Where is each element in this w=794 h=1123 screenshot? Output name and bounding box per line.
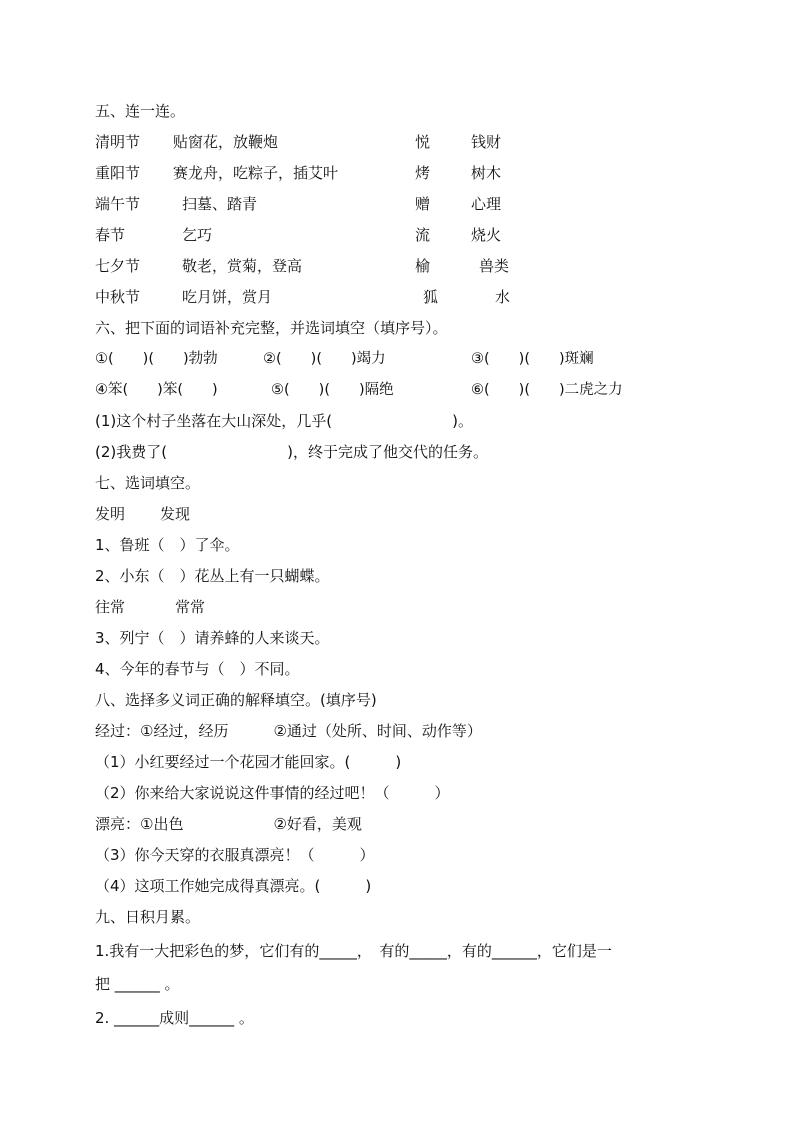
custom-label: 敬老，赏菊，登高	[182, 257, 303, 275]
custom-label: 赛龙舟，吃粽子，插艾叶	[173, 164, 339, 182]
fill-question-2: (2)我费了( )，终于完成了他交代的任务。	[95, 443, 488, 461]
word-label: 烧火	[471, 226, 502, 244]
section-5-heading: 五、连一连。	[95, 102, 186, 120]
accumulation-question-2: 2. ______成则______ 。	[95, 1009, 254, 1027]
festival-label: 春节	[95, 226, 126, 244]
meaning-question-3: （3）你今天穿的衣服真漂亮！（ ）	[95, 846, 375, 864]
festival-label: 重阳节	[95, 164, 141, 182]
idiom-item: ⑤( )( )隔绝	[271, 382, 394, 398]
accumulation-question-1-continued: 把 ______ 。	[95, 975, 180, 993]
choice-question-2: 2、小东（ ）花丛上有一只蝴蝶。	[95, 567, 330, 585]
section-6-heading: 六、把下面的词语补充完整，并选词填空（填序号）。	[95, 319, 448, 337]
word-label: 水	[495, 288, 511, 306]
word-label: 兽类	[479, 257, 510, 275]
choice-question-3: 3、列宁（ ）请养蜂的人来谈天。	[95, 629, 330, 647]
word-label: 钱财	[471, 133, 502, 151]
meaning-question-1: （1）小红要经过一个花园才能回家。( )	[95, 753, 402, 771]
custom-label: 贴窗花，放鞭炮	[173, 133, 279, 151]
word-choice: 往常	[95, 598, 126, 616]
idiom-item: ④笨( )笨( )	[95, 382, 218, 398]
idiom-item: ⑥( )( )二虎之力	[471, 382, 623, 398]
word-choice: 发明	[95, 505, 126, 523]
word-label: 心理	[471, 195, 502, 213]
meaning-question-2: （2）你来给大家说说这件事情的经过吧！（ ）	[95, 784, 450, 802]
definition-line-2: 漂亮：①出色 ②好看，美观	[95, 815, 362, 833]
idiom-item: ③( )( )斑斓	[471, 351, 594, 367]
word-choice: 常常	[175, 598, 206, 616]
char-label: 赠	[415, 195, 431, 213]
char-label: 流	[415, 226, 431, 244]
festival-label: 端午节	[95, 195, 141, 213]
section-9-heading: 九、日积月累。	[95, 908, 201, 926]
char-label: 悦	[415, 133, 431, 151]
festival-label: 清明节	[95, 133, 141, 151]
custom-label: 扫墓、踏青	[182, 195, 258, 213]
meaning-question-4: （4）这项工作她完成得真漂亮。( )	[95, 877, 372, 895]
choice-question-1: 1、鲁班（ ）了伞。	[95, 536, 240, 554]
accumulation-question-1: 1.我有一大把彩色的梦，它们有的_____， 有的_____，有的______，它们是一	[95, 942, 612, 960]
choice-question-4: 4、今年的春节与（ ）不同。	[95, 660, 300, 678]
idiom-item: ①( )( )勃勃	[95, 351, 218, 367]
word-label: 树木	[471, 164, 502, 182]
section-8-heading: 八、选择多义词正确的解释填空。(填序号)	[95, 691, 377, 709]
definition-line-1: 经过：①经过，经历 ②通过（处所、时间、动作等）	[95, 722, 482, 740]
fill-question-1: (1)这个村子坐落在大山深处，几乎( )。	[95, 412, 473, 430]
festival-label: 中秋节	[95, 288, 141, 306]
section-7-heading: 七、选词填空。	[95, 474, 201, 492]
custom-label: 吃月饼，赏月	[182, 288, 273, 306]
char-label: 榆	[415, 257, 431, 275]
festival-label: 七夕节	[95, 257, 141, 275]
char-label: 狐	[423, 288, 439, 306]
word-choice: 发现	[160, 505, 191, 523]
idiom-item: ②( )( )竭力	[263, 351, 386, 367]
custom-label: 乞巧	[182, 226, 213, 244]
char-label: 烤	[415, 164, 431, 182]
